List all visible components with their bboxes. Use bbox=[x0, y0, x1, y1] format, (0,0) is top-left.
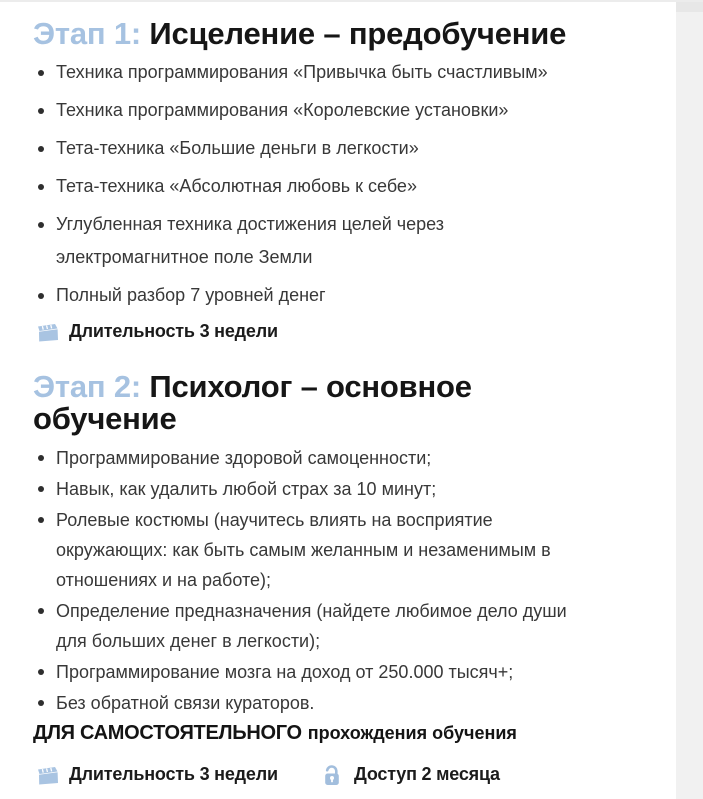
bullet-dot bbox=[38, 700, 44, 706]
stage1-label: Этап 1: bbox=[33, 16, 141, 51]
list-item bbox=[33, 688, 593, 718]
stage2-label: Этап 2: bbox=[33, 369, 141, 404]
bullet-dot bbox=[38, 222, 44, 228]
list-item-text: Определение предназначения (найдете любимое дело души для больших денег в легкости); bbox=[56, 601, 567, 651]
stage1-title: Исцеление – предобучение bbox=[149, 16, 567, 51]
list-item bbox=[33, 443, 593, 473]
bullet-dot bbox=[38, 146, 44, 152]
bullet-dot bbox=[38, 517, 44, 523]
page-content bbox=[0, 18, 703, 788]
list-item bbox=[33, 170, 563, 203]
bullet-dot bbox=[38, 669, 44, 675]
list-item-text: Техника программирования «Королевские установки» bbox=[56, 100, 509, 120]
list-item bbox=[33, 279, 563, 312]
list-item-text: Программирование мозга на доход от 250.000 тысяч+; bbox=[56, 662, 514, 682]
list-item bbox=[33, 657, 593, 687]
self-study-note bbox=[33, 722, 660, 745]
stage2-duration-text: Длительность 3 недели bbox=[69, 764, 278, 784]
calendar-icon bbox=[33, 761, 60, 788]
stage2-list bbox=[33, 443, 593, 718]
stage2-access-row bbox=[318, 761, 500, 788]
stage1-list bbox=[33, 56, 563, 312]
list-item-text: Без обратной связи кураторов. bbox=[56, 693, 315, 713]
stage1-duration-text: Длительность 3 недели bbox=[69, 321, 278, 341]
bullet-dot bbox=[38, 486, 44, 492]
list-item bbox=[33, 505, 593, 595]
stage2-access-text: Доступ 2 месяца bbox=[354, 764, 500, 784]
stage2-meta-row bbox=[33, 761, 660, 788]
list-item bbox=[33, 132, 563, 165]
list-item-text: Ролевые костюмы (научитесь влиять на восприятие окружающих: как быть самым желанным и незаменимым в отношениях и на работе); bbox=[56, 510, 551, 590]
list-item-text: Тета-техника «Большие деньги в легкости» bbox=[56, 138, 419, 158]
list-item bbox=[33, 94, 563, 127]
list-item-text: Программирование здоровой самоценности; bbox=[56, 448, 432, 468]
stage2-heading bbox=[33, 371, 583, 435]
scroll-gutter bbox=[676, 2, 703, 799]
list-item-text: Навык, как удалить любой страх за 10 минут; bbox=[56, 479, 437, 499]
stage2-duration-row bbox=[33, 761, 318, 788]
stage1-heading bbox=[33, 18, 583, 50]
list-item bbox=[33, 56, 563, 89]
list-item bbox=[33, 596, 593, 656]
self-study-note-caps: ДЛЯ САМОСТОЯТЕЛЬНОГО bbox=[33, 722, 302, 744]
list-item-text: Полный разбор 7 уровней денег bbox=[56, 285, 326, 305]
stage2-title: Психолог – основное обучение bbox=[33, 369, 472, 436]
list-item-text: Тета-техника «Абсолютная любовь к себе» bbox=[56, 176, 417, 196]
bullet-dot bbox=[38, 108, 44, 114]
list-item bbox=[33, 208, 563, 274]
bullet-dot bbox=[38, 293, 44, 299]
bullet-dot bbox=[38, 70, 44, 76]
list-item-text: Техника программирования «Привычка быть счастливым» bbox=[56, 62, 548, 82]
calendar-icon bbox=[33, 318, 60, 345]
bullet-dot bbox=[38, 608, 44, 614]
bullet-dot bbox=[38, 184, 44, 190]
list-item-text: Углубленная техника достижения целей через электромагнитное поле Земли bbox=[56, 214, 445, 267]
self-study-note-rest: прохождения обучения bbox=[307, 723, 517, 743]
list-item bbox=[33, 474, 593, 504]
lock-open-icon bbox=[318, 761, 345, 788]
bullet-dot bbox=[38, 455, 44, 461]
stage1-duration-row bbox=[33, 318, 660, 345]
